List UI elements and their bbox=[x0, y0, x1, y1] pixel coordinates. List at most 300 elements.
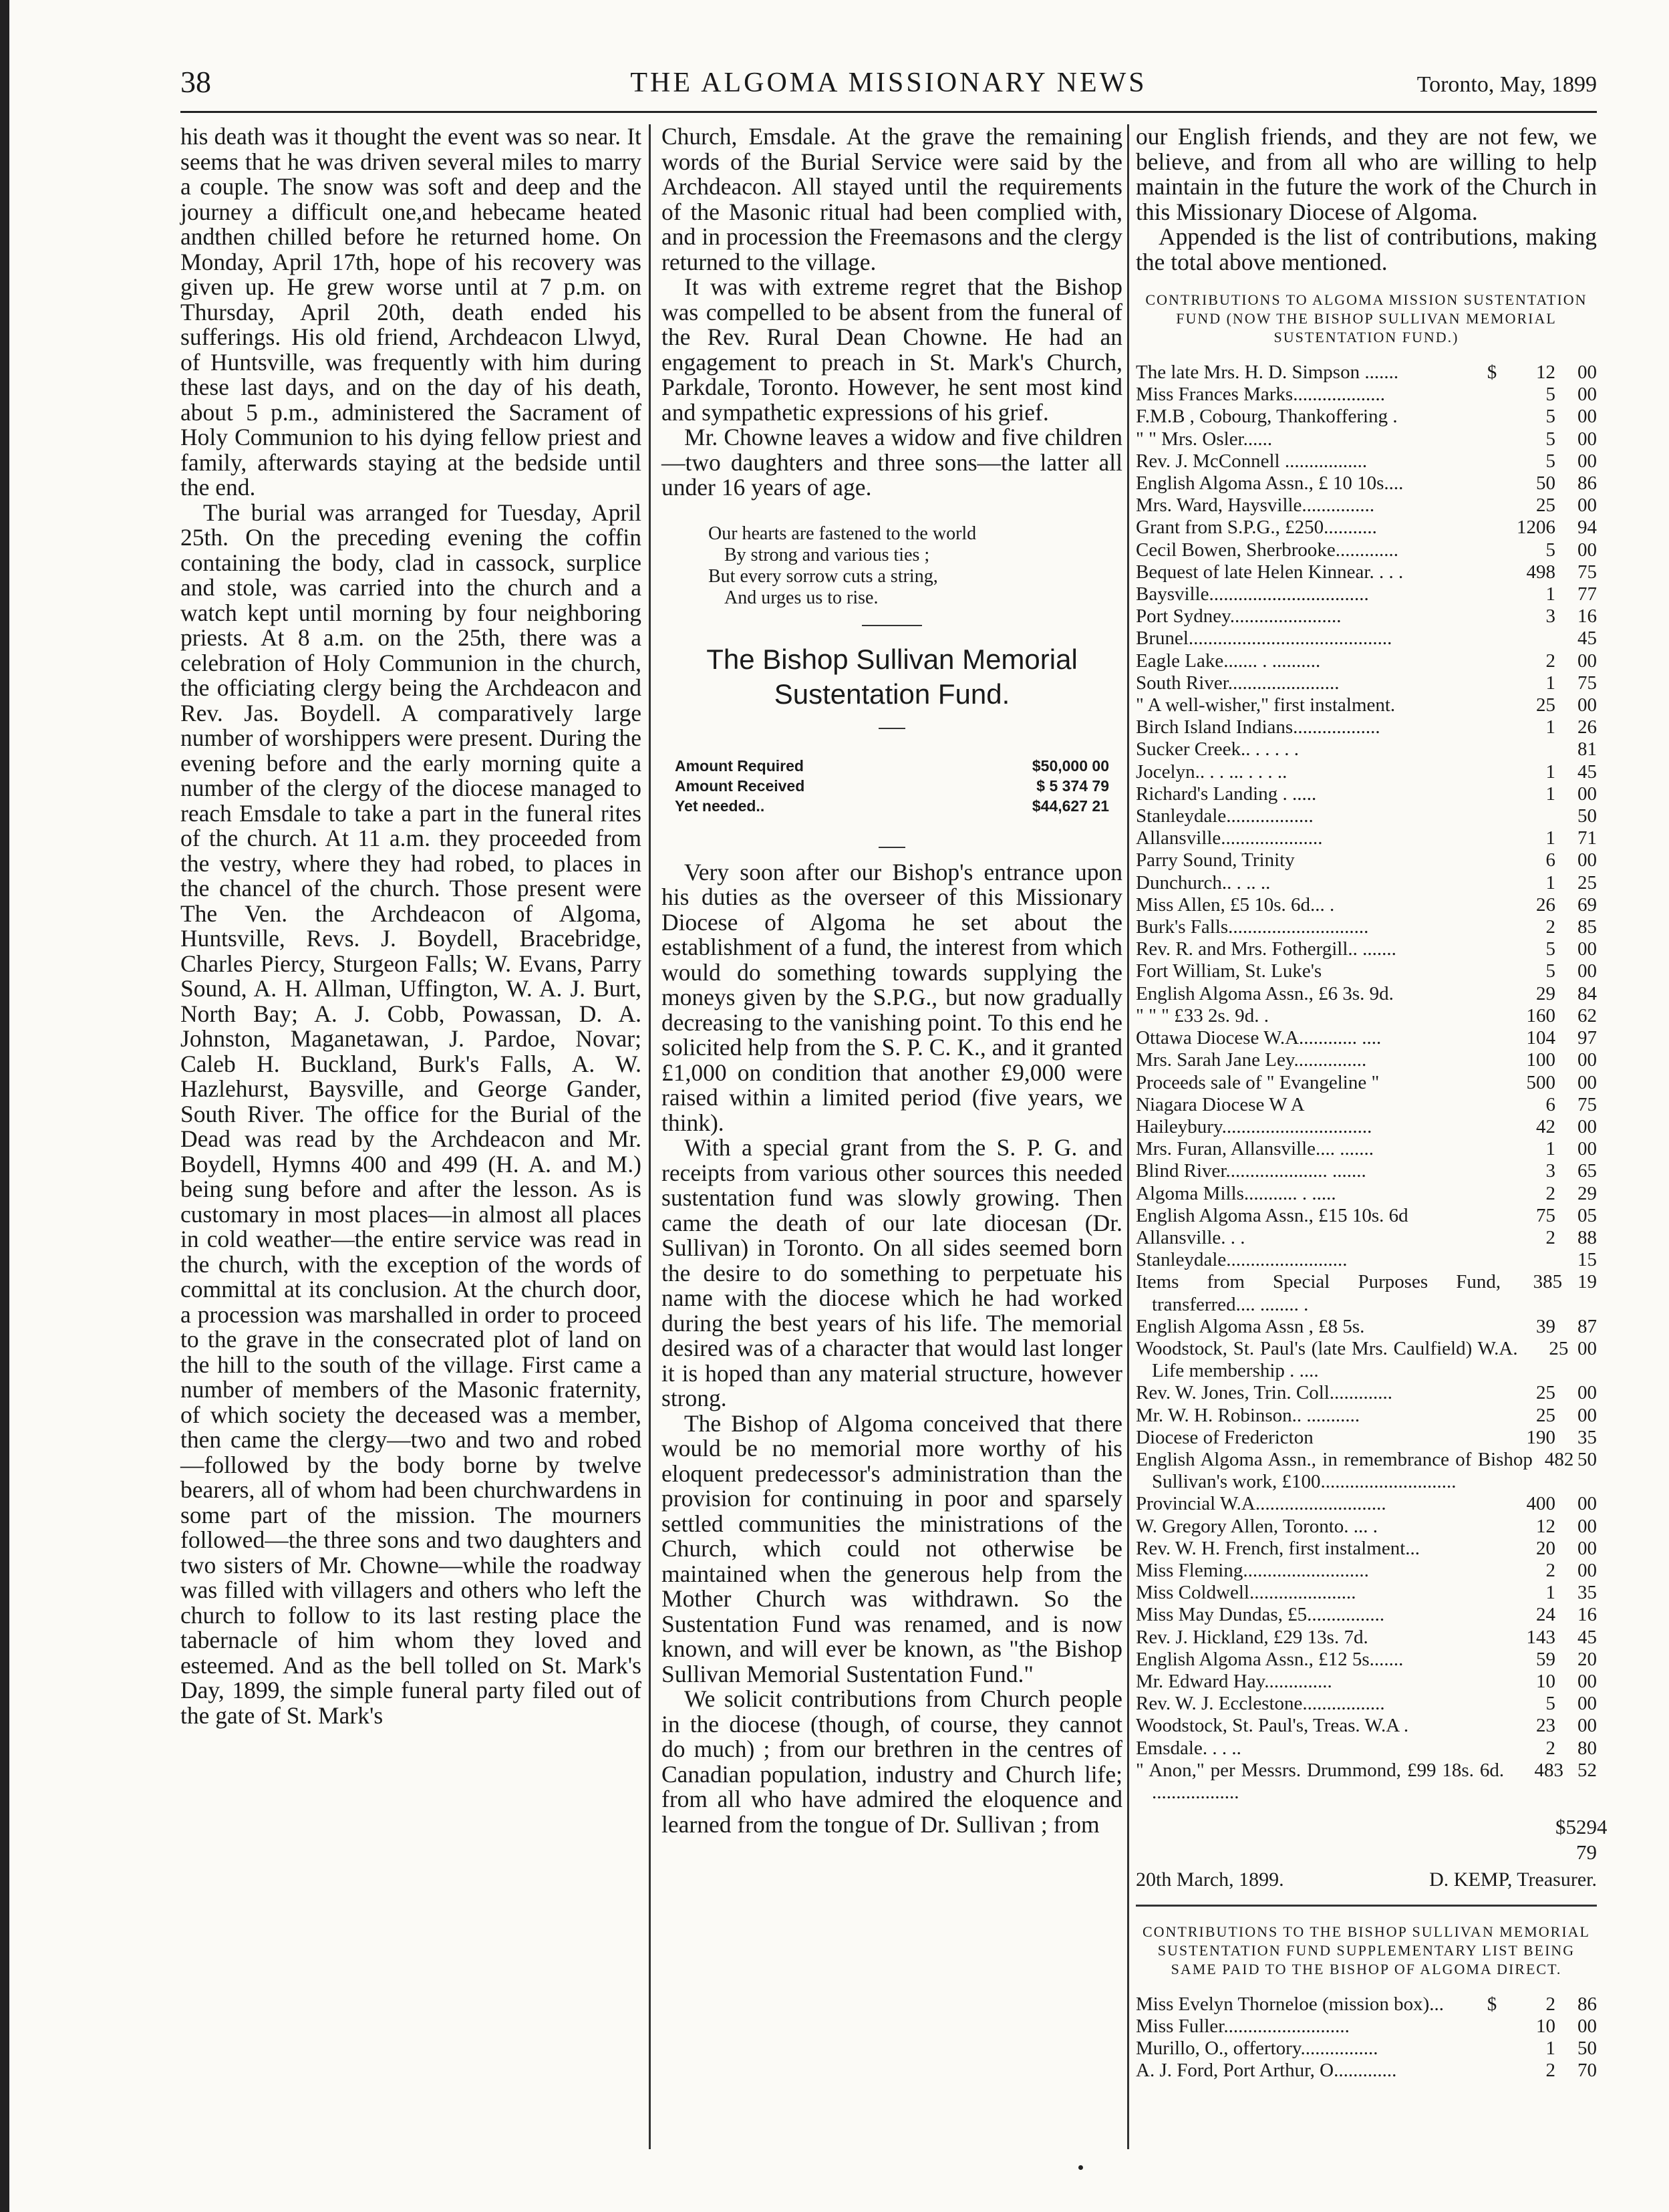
contribution-row bbox=[1136, 1160, 1597, 1182]
cents-amount: 00 bbox=[1577, 384, 1597, 406]
cents-amount: 00 bbox=[1577, 1670, 1597, 1692]
cents-amount: 19 bbox=[1577, 1271, 1597, 1293]
contribution-row bbox=[1136, 1715, 1597, 1737]
column-1 bbox=[180, 124, 641, 1728]
dollar-amount: 1 bbox=[1545, 783, 1555, 805]
cents-amount: 00 bbox=[1577, 694, 1597, 716]
total-value: $5294 79 bbox=[1555, 1815, 1608, 1864]
contributions-list bbox=[1136, 362, 1597, 1804]
contribution-row bbox=[1136, 1271, 1597, 1315]
contribution-row bbox=[1136, 1560, 1597, 1582]
cents-amount: 69 bbox=[1577, 893, 1597, 916]
contributor-name: Cecil Bowen, Sherbrooke............. bbox=[1136, 539, 1399, 561]
contributor-name: Mr. W. H. Robinson.. ........... bbox=[1136, 1404, 1360, 1426]
page-binding-edge bbox=[0, 0, 9, 2212]
dollar-amount: 10 bbox=[1536, 2015, 1555, 2037]
contributor-name: " Anon," per Messrs. Drummond, £99 18s. 6d. .................. bbox=[1136, 1759, 1505, 1803]
dollar-amount: 100 bbox=[1526, 1049, 1555, 1071]
contributor-name: Miss Coldwell...................... bbox=[1136, 1582, 1356, 1604]
cents-amount: 00 bbox=[1577, 849, 1597, 871]
column-divider bbox=[649, 124, 651, 2149]
dollar-amount: 143 bbox=[1526, 1626, 1555, 1648]
dollar-amount: 2 bbox=[1545, 1737, 1555, 1759]
dollar-amount: 1 bbox=[1545, 2038, 1555, 2060]
cents-amount: 15 bbox=[1577, 1249, 1597, 1271]
contributor-name: English Algoma Assn., £ 10 10s.... bbox=[1136, 472, 1404, 495]
cents-amount: 45 bbox=[1577, 761, 1597, 783]
contributor-name: Algoma Mills........... . ..... bbox=[1136, 1182, 1336, 1204]
contribution-row bbox=[1136, 384, 1597, 406]
poem-line: And urges us to rise. bbox=[724, 587, 879, 608]
signoff-name: D. KEMP, Treasurer. bbox=[1429, 1869, 1597, 1891]
dollar-amount: 1 bbox=[1545, 672, 1555, 694]
dollar-amount: 3 bbox=[1545, 605, 1555, 628]
cents-amount: 81 bbox=[1577, 738, 1597, 761]
contribution-row bbox=[1136, 1316, 1597, 1338]
contribution-row bbox=[1136, 1449, 1597, 1493]
contributor-name: Proceeds sale of " Evangeline " bbox=[1136, 1071, 1380, 1093]
contributor-name: Miss May Dundas, £5................ bbox=[1136, 1604, 1385, 1626]
article-paragraph: The Bishop of Algoma conceived that there would be no memorial more worthy of his eloquent predecessor's administration than the provision for continuing in poor and sparsely settled communities the ministrations of the Church, which could not otherwise be maintained when the generous help from the Mother Church was withdrawn. So the Sustentation Fund was renamed, and is now known, and will ever be known, as "the Bishop Sullivan Memorial Sustentation Fund." bbox=[661, 1409, 1122, 1687]
contributor-name: Mrs. Ward, Haysville............... bbox=[1136, 495, 1375, 517]
column-3 bbox=[1136, 123, 1608, 2082]
contribution-row bbox=[1136, 1382, 1597, 1404]
newspaper-title: THE ALGOMA MISSIONARY NEWS bbox=[630, 67, 1147, 98]
contribution-row bbox=[1136, 517, 1597, 539]
dollar-sign: $ bbox=[1487, 1993, 1497, 2015]
contributor-name: Woodstock, St. Paul's, Treas. W.A . bbox=[1136, 1715, 1409, 1737]
contribution-row bbox=[1136, 738, 1597, 761]
dollar-amount: 1206 bbox=[1517, 517, 1555, 539]
cents-amount: 00 bbox=[1577, 1115, 1597, 1137]
dollar-amount: 498 bbox=[1526, 561, 1555, 583]
cents-amount: 00 bbox=[1577, 1559, 1597, 1581]
cents-amount: 26 bbox=[1577, 716, 1597, 738]
cents-amount: 00 bbox=[1577, 539, 1597, 561]
contribution-row bbox=[1136, 1538, 1597, 1560]
contributor-name: Allansville..................... bbox=[1136, 827, 1323, 849]
dollar-amount: 12 bbox=[1536, 362, 1555, 383]
contributor-name: Woodstock, St. Paul's (late Mrs. Caulfield) W.A. Life membership . .... bbox=[1136, 1337, 1518, 1382]
contributor-name: Fort William, St. Luke's bbox=[1136, 960, 1322, 982]
article-paragraph: We solicit contributions from Church people in the diocese (though, of course, they cannot do much) ; from our brethren in the centres of Canadian population, industry and Church life; from all who have admired the eloquence and learned from the tongue of Dr. Sullivan ; from bbox=[661, 1685, 1122, 1838]
contributor-name: Haileybury............................... bbox=[1136, 1115, 1372, 1137]
contributor-name: Niagara Diocese W A bbox=[1136, 1093, 1305, 1115]
dollar-amount: 6 bbox=[1545, 849, 1555, 871]
contribution-row bbox=[1136, 872, 1597, 894]
contribution-row bbox=[1136, 1072, 1597, 1094]
cents-amount: 05 bbox=[1577, 1204, 1597, 1226]
contributor-name: Birch Island Indians.................. bbox=[1136, 716, 1380, 738]
dollar-amount: 20 bbox=[1536, 1537, 1555, 1559]
dollar-amount: 1 bbox=[1545, 761, 1555, 783]
contribution-row bbox=[1136, 650, 1597, 672]
amount-row bbox=[675, 756, 1109, 776]
dollar-amount: 5 bbox=[1545, 1693, 1555, 1715]
cents-amount: 52 bbox=[1577, 1759, 1597, 1781]
cents-amount: 65 bbox=[1577, 1160, 1597, 1182]
treasurer-signoff bbox=[1136, 1867, 1597, 1893]
cents-amount: 00 bbox=[1577, 406, 1597, 428]
cents-amount: 20 bbox=[1577, 1648, 1597, 1670]
contributor-name: Port Sydney....................... bbox=[1136, 605, 1342, 628]
contribution-row bbox=[1136, 1993, 1597, 2016]
supplementary-heading: CONTRIBUTIONS TO THE BISHOP SULLIVAN MEMORIAL SUSTENTATION FUND SUPPLEMENTARY LIST BEING SAME PAID TO THE BISHOP OF ALGOMA DIRECT. bbox=[1143, 1923, 1590, 1977]
cents-amount: 80 bbox=[1577, 1737, 1597, 1759]
amount-label: Amount Required bbox=[675, 756, 804, 775]
contributor-name: Diocese of Fredericton bbox=[1136, 1426, 1314, 1448]
cents-amount: 00 bbox=[1577, 1493, 1597, 1515]
cents-amount: 86 bbox=[1577, 472, 1597, 495]
poem-line: Our hearts are fastened to the world bbox=[708, 523, 977, 544]
dollar-amount: 26 bbox=[1536, 893, 1555, 916]
contributor-name: Burk's Falls............................. bbox=[1136, 916, 1369, 938]
dollar-amount: 483 bbox=[1534, 1759, 1563, 1781]
amount-value: $44,627 21 bbox=[1032, 797, 1109, 815]
contributor-name: The late Mrs. H. D. Simpson ....... bbox=[1136, 362, 1399, 383]
contributor-name: " " Mrs. Osler...... bbox=[1136, 428, 1273, 450]
cents-amount: 70 bbox=[1577, 2060, 1597, 2082]
dollar-amount: 2 bbox=[1545, 1182, 1555, 1204]
article-paragraph: Appended is the list of contributions, making the total above mentioned. bbox=[1136, 223, 1597, 275]
contributor-name: English Algoma Assn , £8 5s. bbox=[1136, 1315, 1365, 1337]
contribution-row bbox=[1136, 1760, 1597, 1804]
contributor-name: South River....................... bbox=[1136, 672, 1340, 694]
cents-amount: 00 bbox=[1577, 1382, 1597, 1404]
dollar-amount: 3 bbox=[1545, 1160, 1555, 1182]
cents-amount: 25 bbox=[1577, 871, 1597, 893]
contributor-name: " " " £33 2s. 9d. . bbox=[1136, 1004, 1269, 1026]
contribution-row bbox=[1136, 472, 1597, 495]
contributor-name: Items from Special Purposes Fund, transferred.... ........ . bbox=[1136, 1271, 1501, 1315]
dollar-amount: 5 bbox=[1545, 384, 1555, 406]
cents-amount: 00 bbox=[1577, 783, 1597, 805]
cents-amount: 62 bbox=[1577, 1004, 1597, 1026]
dollar-sign: $ bbox=[1487, 362, 1497, 383]
contribution-row bbox=[1136, 1049, 1597, 1071]
article-paragraph: The burial was arranged for Tuesday, April 25th. On the preceding evening the coffin containing the body, clad in cassock, surplice and stole, was carried into the church and a watch kept until morning by four neighboring priests. At 8 a.m. on the 25th, there was a celebration of Holy Communion in the church, the officiating clergy being the Archdeacon and Rev. Jas. Boydell. A comparatively large number of worshippers were present. During the evening before and the early morning quite a number of the clergy of the diocese managed to reach Emsdale to take a part in the funeral rites of the church. At 11 a.m. they proceeded from the vestry, where they had robed, to places in the chancel of the church. Those present were The Ven. the Archdeacon of Algoma, Huntsville, Revs. J. Boydell, Bracebridge, Charles Piercy, Sturgeon Falls; W. Evans, Parry Sound, A. H. Allman, Uffington, W. A. J. Burt, North Bay; A. J. Cobb, Powassan, D. A. Johnston, Maganetawan, J. Pardoe, Novar; Caleb H. Buckland, Burk's Falls, A. W. Hazlehurst, Baysville, and George Gander, South River. The office for the Burial of the Dead was read by the Archdeacon and Mr. Boydell, Hymns 400 and 499 (H. A. and M.) being sung before and after the lesson. As is customary in most places—in almost all places in cold weather—the entire service was read in the church, with the exception of the words of committal at its conclusion. At the church door, a procession was marshalled in order to proceed to the grave in the consecrated plot of land on the hill to the south of the village. First came a number of members of the Masonic fraternity, of which society the deceased was a member, then came the clergy—two and two and robed—followed by the body borne by twelve bearers, all of whom had been churchwardens in some part of the mission. The mourners followed—the three sons and two daughters and two sisters of Mr. Chowne—while the roadway was filled with villagers and others who left the church to follow to its last resting place the tabernacle of him whom they loved and esteemed. And as the bell tolled on St. Mark's Day, 1899, the simple funeral party filed out of the gate of St. Mark's bbox=[180, 499, 641, 1729]
dollar-amount: 39 bbox=[1536, 1315, 1555, 1337]
dollar-amount: 5 bbox=[1545, 450, 1555, 472]
contributor-name: English Algoma Assn., £6 3s. 9d. bbox=[1136, 982, 1394, 1004]
dollar-amount: 5 bbox=[1545, 428, 1555, 450]
dollar-amount: 2 bbox=[1545, 1226, 1555, 1248]
cents-amount: 29 bbox=[1577, 1182, 1597, 1204]
contributor-name: Richard's Landing . ..... bbox=[1136, 783, 1317, 805]
contribution-row bbox=[1136, 1516, 1597, 1538]
contribution-row bbox=[1136, 362, 1597, 384]
cents-amount: 75 bbox=[1577, 672, 1597, 694]
dollar-amount: 59 bbox=[1536, 1648, 1555, 1670]
supplementary-list bbox=[1136, 1993, 1597, 2082]
dollar-amount: 400 bbox=[1526, 1493, 1555, 1515]
cents-amount: 00 bbox=[1577, 1537, 1597, 1559]
contributor-name: English Algoma Assn., £15 10s. 6d bbox=[1136, 1204, 1408, 1226]
cents-amount: 00 bbox=[1577, 428, 1597, 450]
contributor-name: Emsdale. . . .. bbox=[1136, 1737, 1241, 1759]
contributor-name: Rev. J. Hickland, £29 13s. 7d. bbox=[1136, 1626, 1368, 1648]
dollar-amount: 2 bbox=[1545, 916, 1555, 938]
cents-amount: 84 bbox=[1577, 982, 1597, 1004]
dollar-amount: 385 bbox=[1533, 1271, 1563, 1293]
contribution-row bbox=[1136, 1205, 1597, 1227]
dollar-amount: 25 bbox=[1549, 1337, 1569, 1359]
cents-amount: 35 bbox=[1577, 1426, 1597, 1448]
contributor-name: Mr. Edward Hay.............. bbox=[1136, 1670, 1332, 1692]
dollar-amount: 2 bbox=[1545, 1559, 1555, 1581]
dollar-amount: 24 bbox=[1536, 1604, 1555, 1626]
contribution-row bbox=[1136, 406, 1597, 428]
amount-value: $50,000 00 bbox=[1032, 756, 1109, 775]
cents-amount: 00 bbox=[1577, 1404, 1597, 1426]
dollar-amount: 12 bbox=[1536, 1515, 1555, 1537]
amount-value: $ 5 374 79 bbox=[1036, 777, 1109, 795]
contributor-name: Rev. R. and Mrs. Fothergill.. ....... bbox=[1136, 938, 1396, 960]
contributor-name: Blind River..................... ....... bbox=[1136, 1160, 1366, 1182]
cents-amount: 50 bbox=[1577, 2038, 1597, 2060]
dollar-amount: 25 bbox=[1536, 1382, 1555, 1404]
contribution-row bbox=[1136, 783, 1597, 805]
cents-amount: 85 bbox=[1577, 916, 1597, 938]
contributor-name: Allansville. . . bbox=[1136, 1226, 1245, 1248]
contributor-name: English Algoma Assn., £12 5s....... bbox=[1136, 1648, 1404, 1670]
header-rule bbox=[180, 111, 1597, 113]
contributor-name: Grant from S.P.G., £250........... bbox=[1136, 517, 1377, 539]
separator-rule bbox=[862, 625, 922, 626]
cents-amount: 00 bbox=[1577, 2015, 1597, 2037]
contributor-name: W. Gregory Allen, Toronto. ... . bbox=[1136, 1515, 1378, 1537]
separator-rule bbox=[1136, 1905, 1597, 1907]
amount-row bbox=[675, 796, 1109, 816]
cents-amount: 35 bbox=[1577, 1582, 1597, 1604]
cents-amount: 50 bbox=[1577, 805, 1597, 827]
contributor-name: A. J. Ford, Port Arthur, O............. bbox=[1136, 2060, 1397, 2082]
cents-amount: 00 bbox=[1577, 960, 1597, 982]
cents-amount: 87 bbox=[1577, 1315, 1597, 1337]
cents-amount: 00 bbox=[1577, 450, 1597, 472]
cents-amount: 97 bbox=[1577, 1027, 1597, 1049]
contribution-row bbox=[1136, 1649, 1597, 1671]
contribution-row bbox=[1136, 495, 1597, 517]
cents-amount: 00 bbox=[1577, 1138, 1597, 1160]
cents-amount: 00 bbox=[1577, 938, 1597, 960]
contributor-name: Mrs. Furan, Allansville.... ....... bbox=[1136, 1138, 1374, 1160]
contribution-row bbox=[1136, 1027, 1597, 1049]
contributions-heading: CONTRIBUTIONS TO ALGOMA MISSION SUSTENTATION FUND (NOW THE BISHOP SULLIVAN MEMORIAL SUSTENTATION FUND.) bbox=[1145, 291, 1587, 345]
contribution-row bbox=[1136, 1693, 1597, 1715]
contribution-row bbox=[1136, 1183, 1597, 1205]
contributor-name: Stanleydale......................... bbox=[1136, 1249, 1348, 1271]
cents-amount: 00 bbox=[1577, 1715, 1597, 1737]
contribution-row bbox=[1136, 1094, 1597, 1116]
amount-label: Yet needed.. bbox=[675, 797, 765, 815]
contributor-name: Eagle Lake....... . .......... bbox=[1136, 650, 1321, 672]
page-header bbox=[180, 64, 1597, 104]
dollar-amount: 6 bbox=[1545, 1093, 1555, 1115]
dollar-amount: 2 bbox=[1545, 1993, 1555, 2015]
cents-amount: 00 bbox=[1577, 650, 1597, 672]
amount-label: Amount Received bbox=[675, 777, 805, 795]
contribution-row bbox=[1136, 960, 1597, 982]
contribution-row bbox=[1136, 894, 1597, 916]
contribution-row bbox=[1136, 450, 1597, 472]
dollar-amount: 5 bbox=[1545, 960, 1555, 982]
contribution-row bbox=[1136, 672, 1597, 694]
dollar-amount: 50 bbox=[1536, 472, 1555, 495]
contribution-row bbox=[1136, 761, 1597, 783]
article-paragraph: his death was it thought the event was so near. It seems that he was driven several miles to marry a couple. The snow was soft and deep and the journey a difficult one,and hebecame heated andthen chilled before he returned home. On Monday, April 17th, hope of his recovery was given up. He grew worse until at 7 p.m. on Thursday, April 20th, death ended his sufferings. His old friend, Archdeacon Llwyd, of Huntsville, was frequently with him during these last days, and on the day of his death, about 5 p.m., administered the Sacrament of Holy Communion to his dying fellow priest and family, afterwards staying at the bedside until the end. bbox=[180, 123, 641, 501]
contributor-name: Rev. W. H. French, first instalment... bbox=[1136, 1537, 1420, 1559]
cents-amount: 45 bbox=[1577, 628, 1597, 650]
contribution-row bbox=[1136, 561, 1597, 583]
contributor-name: Dunchurch.. . .. .. bbox=[1136, 871, 1271, 893]
dollar-amount: 482 bbox=[1544, 1448, 1574, 1470]
contribution-row bbox=[1136, 849, 1597, 871]
article-paragraph: Church, Emsdale. At the grave the remaining words of the Burial Service were said by the Archdeacon. All stayed until the requirements of the Masonic ritual had been complied with, and in procession the Freemasons and the clergy returned to the village. bbox=[661, 123, 1122, 275]
cents-amount: 88 bbox=[1577, 1226, 1597, 1248]
dollar-amount: 75 bbox=[1536, 1204, 1555, 1226]
dollar-amount: 42 bbox=[1536, 1115, 1555, 1137]
contribution-row bbox=[1136, 983, 1597, 1005]
contribution-row bbox=[1136, 2016, 1597, 2038]
contributor-name: Miss Fleming.......................... bbox=[1136, 1559, 1369, 1581]
article-paragraph: Mr. Chowne leaves a widow and five children—two daughters and three sons—the latter all under 16 years of age. bbox=[661, 424, 1122, 501]
contribution-row bbox=[1136, 916, 1597, 938]
poem-line: But every sorrow cuts a string, bbox=[708, 565, 938, 587]
contributor-name: Miss Fuller.......................... bbox=[1136, 2015, 1350, 2037]
dollar-amount: 29 bbox=[1536, 982, 1555, 1004]
column-divider bbox=[1127, 124, 1129, 2149]
contributor-name: Sucker Creek.. . . . . . bbox=[1136, 738, 1300, 761]
contributor-name: Miss Frances Marks................... bbox=[1136, 384, 1385, 406]
contribution-row bbox=[1136, 1138, 1597, 1160]
dollar-amount: 160 bbox=[1526, 1004, 1555, 1026]
contribution-row bbox=[1136, 1405, 1597, 1427]
contribution-row bbox=[1136, 1738, 1597, 1760]
contributor-name: Ottawa Diocese W.A............ .... bbox=[1136, 1027, 1382, 1049]
dollar-amount: 25 bbox=[1536, 495, 1555, 517]
dollar-amount: 2 bbox=[1545, 2060, 1555, 2082]
contributor-name: Miss Allen, £5 10s. 6d... . bbox=[1136, 893, 1335, 916]
contribution-row bbox=[1136, 1338, 1597, 1382]
dollar-amount: 500 bbox=[1526, 1071, 1555, 1093]
contributor-name: Rev. J. McConnell ................. bbox=[1136, 450, 1368, 472]
contribution-row bbox=[1136, 1116, 1597, 1138]
cents-amount: 77 bbox=[1577, 583, 1597, 605]
contributor-name: F.M.B , Cobourg, Thankoffering . bbox=[1136, 406, 1398, 428]
contribution-row bbox=[1136, 605, 1597, 628]
dollar-amount: 1 bbox=[1545, 871, 1555, 893]
issue-date: Toronto, May, 1899 bbox=[1416, 72, 1597, 97]
dollar-amount: 104 bbox=[1526, 1027, 1555, 1049]
contributor-name: Rev. W. J. Ecclestone................. bbox=[1136, 1693, 1385, 1715]
page-speck bbox=[1078, 2165, 1083, 2170]
contribution-row bbox=[1136, 1493, 1597, 1515]
contribution-row bbox=[1136, 1249, 1597, 1271]
contribution-row bbox=[1136, 805, 1597, 827]
fund-heading: The Bishop Sullivan Memorial Sustentation Fund. bbox=[706, 643, 1078, 710]
cents-amount: 71 bbox=[1577, 827, 1597, 849]
contribution-row bbox=[1136, 1582, 1597, 1604]
contributions-total bbox=[1136, 1814, 1608, 1864]
contribution-row bbox=[1136, 1627, 1597, 1649]
poem-line: By strong and various ties ; bbox=[724, 544, 930, 565]
cents-amount: 00 bbox=[1577, 1049, 1597, 1071]
contributor-name: " A well-wisher," first instalment. bbox=[1136, 694, 1396, 716]
cents-amount: 00 bbox=[1577, 1337, 1597, 1359]
dollar-amount: 190 bbox=[1526, 1426, 1555, 1448]
dollar-amount: 1 bbox=[1545, 1582, 1555, 1604]
dollar-amount: 2 bbox=[1545, 650, 1555, 672]
contributor-name: Murillo, O., offertory................ bbox=[1136, 2038, 1378, 2060]
dollar-amount: 23 bbox=[1536, 1715, 1555, 1737]
separator-rule bbox=[879, 728, 905, 729]
cents-amount: 16 bbox=[1577, 605, 1597, 628]
page-number: 38 bbox=[180, 65, 211, 99]
cents-amount: 00 bbox=[1577, 362, 1597, 383]
contribution-row bbox=[1136, 628, 1597, 650]
contribution-row bbox=[1136, 1227, 1597, 1249]
cents-amount: 00 bbox=[1577, 1515, 1597, 1537]
cents-amount: 00 bbox=[1577, 495, 1597, 517]
fund-amounts bbox=[675, 756, 1109, 816]
cents-amount: 00 bbox=[1577, 1071, 1597, 1093]
contributor-name: Miss Evelyn Thorneloe (mission box)... bbox=[1136, 1993, 1445, 2015]
contribution-row bbox=[1136, 2038, 1597, 2060]
dollar-amount: 5 bbox=[1545, 938, 1555, 960]
contributor-name: Brunel.......................................... bbox=[1136, 628, 1392, 650]
dollar-amount: 1 bbox=[1545, 827, 1555, 849]
cents-amount: 50 bbox=[1577, 1448, 1597, 1470]
cents-amount: 75 bbox=[1577, 561, 1597, 583]
dollar-amount: 1 bbox=[1545, 1138, 1555, 1160]
contribution-row bbox=[1136, 583, 1597, 605]
contribution-row bbox=[1136, 1005, 1597, 1027]
dollar-amount: 25 bbox=[1536, 1404, 1555, 1426]
article-paragraph: our English friends, and they are not few, we believe, and from all who are willing to help maintain in the future the work of the Church in this Missionary Diocese of Algoma. bbox=[1136, 123, 1597, 225]
contribution-row bbox=[1136, 827, 1597, 849]
contributor-name: Rev. W. Jones, Trin. Coll............. bbox=[1136, 1382, 1393, 1404]
separator-rule bbox=[879, 847, 905, 848]
contributor-name: English Algoma Assn., in remembrance of Bishop Sullivan's work, £100............................ bbox=[1136, 1448, 1533, 1493]
article-paragraph: Very soon after our Bishop's entrance upon his duties as the overseer of this Missionary Diocese of Algoma he set about the establishment of a fund, the interest from which would do something towards supplying the moneys given by the S.P.G., but now gradually decreasing to the vanishing point. To this end he solicited help from the S. P. C. K., and it granted £1,000 on condition that another £9,000 were raised within a limited period (five years, we think). bbox=[661, 858, 1122, 1136]
contribution-row bbox=[1136, 1671, 1597, 1693]
cents-amount: 16 bbox=[1577, 1604, 1597, 1626]
dollar-amount: 1 bbox=[1545, 583, 1555, 605]
dollar-amount: 5 bbox=[1545, 539, 1555, 561]
contribution-row bbox=[1136, 938, 1597, 960]
cents-amount: 94 bbox=[1577, 517, 1597, 539]
contributor-name: Baysville................................. bbox=[1136, 583, 1369, 605]
dollar-amount: 5 bbox=[1545, 406, 1555, 428]
signoff-date: 20th March, 1899. bbox=[1136, 1869, 1284, 1891]
contributor-name: Mrs. Sarah Jane Ley............... bbox=[1136, 1049, 1367, 1071]
contribution-row bbox=[1136, 1427, 1597, 1449]
contributor-name: Bequest of late Helen Kinnear. . . . bbox=[1136, 561, 1404, 583]
column-2 bbox=[661, 124, 1122, 1837]
article-paragraph: With a special grant from the S. P. G. and receipts from various other sources this needed sustentation fund was slowly growing. Then came the death of our late diocesan (Dr. Sullivan) in Toronto. On all sides seemed born the desire to do something to perpetuate his name with the diocese which he had worked during the best years of his life. The memorial desired was of a character that would last longer it is hoped than any material structure, however strong. bbox=[661, 1134, 1122, 1411]
amount-row bbox=[675, 776, 1109, 796]
contributor-name: Jocelyn.. . . ... . . . .. bbox=[1136, 761, 1287, 783]
article-paragraph: It was with extreme regret that the Bishop was compelled to be absent from the funeral of the Rev. Rural Dean Chowne. He had an engagement to preach in St. Mark's Church, Parkdale, Toronto. However, he sent most kind and sympathetic expressions of his grief. bbox=[661, 273, 1122, 426]
cents-amount: 86 bbox=[1577, 1993, 1597, 2015]
poem bbox=[708, 523, 1122, 609]
dollar-amount: 10 bbox=[1536, 1670, 1555, 1692]
contribution-row bbox=[1136, 716, 1597, 738]
contribution-row bbox=[1136, 539, 1597, 561]
dollar-amount: 25 bbox=[1536, 694, 1555, 716]
cents-amount: 45 bbox=[1577, 1626, 1597, 1648]
